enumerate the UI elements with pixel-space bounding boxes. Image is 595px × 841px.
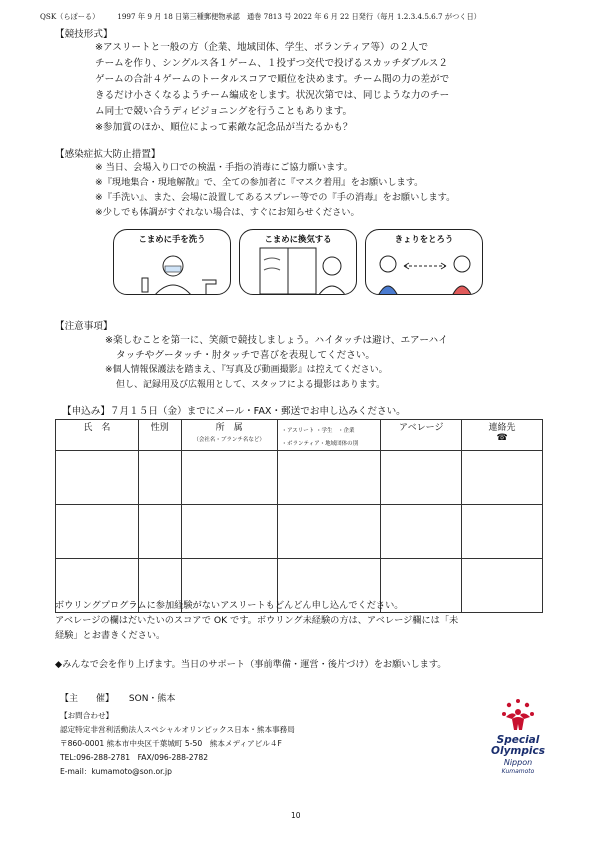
distance-caption: きょりをとろう	[394, 234, 454, 244]
notes-line: ※個人情報保護法を踏まえ、『写真及び動画撮影』は控えてください。	[105, 365, 388, 375]
column-category: ・アスリート ・学生 ・企業 ・ボランティア・地域団体の別	[277, 420, 381, 451]
newsletter-header: QSK（らぽーる） 1997 年 9 月 18 日第三種郵便物承認 通巻 7813 号 2022 年 6 月 22 日発行（毎月 1.2.3.4.5.6.7 がつく日）	[40, 12, 481, 21]
distance-illustration	[365, 229, 483, 295]
column-affiliation: 所 属 （会社名・ブランチ名など）	[181, 420, 277, 451]
support-request: ◆みんなで会を作り上げます。当日のサポート（事前準備・運営・後片づけ）をお願いします。	[55, 659, 447, 670]
logo-line4: Kumamoto	[501, 768, 535, 775]
table-row	[56, 451, 543, 505]
application-notes	[55, 598, 458, 643]
infection-line: ※ 当日、会場入り口での検温・手指の消毒にご協力願います。	[95, 162, 353, 173]
logo-line1: Special	[496, 734, 540, 746]
application-note-line: ボウリングプログラムに参加経験がないアスリートもどんどん申し込んでください。	[55, 600, 404, 611]
infection-line: ※『手洗い』、また、会場に設置してあるスプレー等での『手の消毒』をお願いします。	[95, 192, 456, 203]
competition-line: ※アスリートと一般の方（企業、地域団体、学生、ボランティア等）の２人で	[95, 42, 429, 53]
table-header-row	[56, 420, 543, 451]
notes-body	[105, 333, 448, 393]
special-olympics-emblem-icon	[498, 697, 538, 731]
application-note-line: アベレージの欄はだいたいのスコアで OK です。ボウリング未経験の方は、アベレージ欄には「未	[55, 615, 459, 626]
average-cell[interactable]	[381, 505, 462, 559]
telephone-icon: ☎	[496, 433, 508, 443]
notes-line: ※楽しむことを第一に、笑顔で競技しましょう。ハイタッチは避け、エアーハイ	[105, 335, 448, 346]
column-contact: 連絡先 ☎	[462, 420, 543, 451]
affiliation-cell[interactable]	[181, 505, 277, 559]
inquiry-line: 認定特定非営利活動法人スペシャルオリンピックス日本・熊本事務局	[60, 725, 295, 734]
name-cell[interactable]	[56, 451, 139, 505]
infection-body	[95, 160, 455, 220]
competition-line: ム同士で競い合うディビジョニングを行うこともあります。	[95, 106, 353, 117]
contact-cell[interactable]	[462, 451, 543, 505]
handwash-illustration	[113, 229, 231, 295]
inquiry-line: 〒860-0001 熊本市中央区千葉城町 5-50 熊本メディアビル４F	[60, 739, 282, 748]
application-title: 【申込み】７月１５日（金）までにメール・FAX・郵送でお申し込みください。	[62, 406, 406, 417]
gender-cell[interactable]	[138, 505, 181, 559]
affiliation-subtitle: （会社名・ブランチ名など）	[193, 437, 265, 443]
inquiry-line: TEL:096-288-2781 FAX/096-288-2782	[60, 753, 209, 762]
notes-line: 但し、記録用及び広報用として、スタッフによる撮影はあります。	[116, 380, 386, 390]
table-row	[56, 505, 543, 559]
gender-cell[interactable]	[138, 451, 181, 505]
contact-cell[interactable]	[462, 559, 543, 613]
competition-line: ゲームの合計４ゲームのトータルスコアで順位を決めます。チーム間の力の差がで	[95, 74, 450, 85]
logo-line2: Olympics	[491, 745, 545, 757]
inquiry-line: E-mail：kumamoto@son.or.jp	[60, 767, 172, 776]
organizer	[60, 691, 175, 704]
infection-line: ※少しでも体調がすぐれない場合は、すぐにお知らせください。	[95, 207, 360, 218]
competition-line: ※参加賞のほか、順位によって素敵な記念品が当たるかも？	[95, 122, 353, 133]
competition-title: 【競技形式】	[55, 29, 113, 40]
category-cell[interactable]	[277, 505, 381, 559]
column-gender: 性別	[138, 420, 181, 451]
name-cell[interactable]	[56, 505, 139, 559]
inquiry-title: 【お問合わせ】	[60, 711, 114, 720]
competition-body	[95, 40, 449, 136]
inquiry-block	[60, 709, 295, 779]
special-olympics-logo	[478, 697, 558, 776]
notes-title: 【注意事項】	[55, 321, 113, 332]
average-cell[interactable]	[381, 451, 462, 505]
application-form-table	[55, 419, 543, 613]
logo-line3: Nippon	[503, 758, 533, 767]
application-note-line: 経験」とお書きください。	[55, 630, 166, 641]
handwash-caption: こまめに手を洗う	[138, 234, 206, 244]
organizer-label: 【主 催】	[60, 694, 115, 704]
column-name: 氏 名	[56, 420, 139, 451]
category-cell[interactable]	[277, 451, 381, 505]
ventilation-illustration	[239, 229, 357, 295]
affiliation-cell[interactable]	[181, 451, 277, 505]
competition-line: きるだけ小さくなるようチーム編成をします。状況次第では、同じような力のチー	[95, 90, 450, 101]
infection-title: 【感染症拡大防止措置】	[55, 149, 161, 160]
ventilation-caption: こまめに換気する	[264, 234, 332, 244]
competition-line: チームを作り、シングルス各１ゲーム、１投ずつ交代で投げるスカッチダブルス２	[95, 58, 448, 69]
contact-cell[interactable]	[462, 505, 543, 559]
page-number: 10	[291, 811, 301, 820]
notes-line: タッチやグータッチ・肘タッチで喜びを表現してください。	[116, 350, 376, 361]
column-average: アベレージ	[381, 420, 462, 451]
organizer-value: SON・熊本	[128, 694, 176, 704]
infection-line: ※『現地集合・現地解散』で、全ての参加者に『マスク着用』をお願いします。	[95, 177, 424, 188]
